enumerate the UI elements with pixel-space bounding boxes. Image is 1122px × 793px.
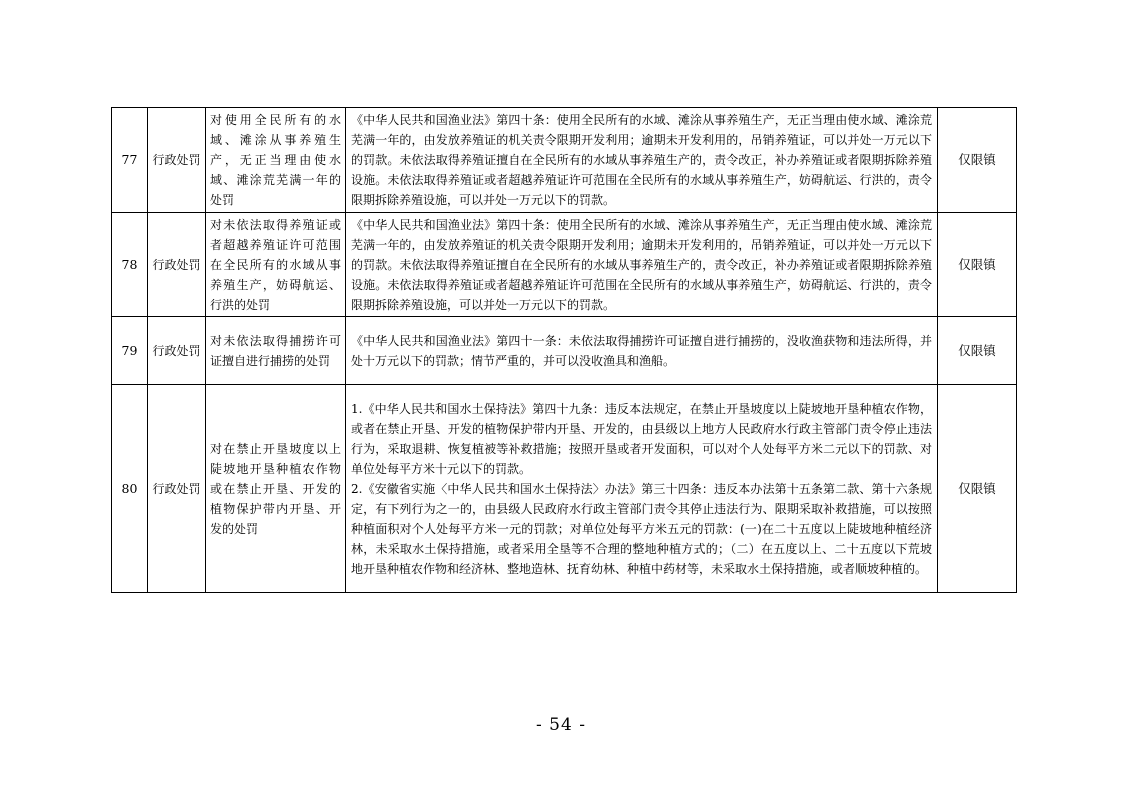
scope: 仅限镇 (938, 385, 1017, 593)
item-name: 对未依法取得养殖证或者超越养殖证许可范围在全民所有的水域从事养殖生产，妨碍航运、行洪的处罚 (206, 213, 346, 317)
power-type: 行政处罚 (148, 317, 206, 385)
table-row (112, 213, 1017, 317)
legal-basis (346, 317, 938, 385)
table-row (112, 108, 1017, 213)
legal-basis (346, 213, 938, 317)
table-row (112, 317, 1017, 385)
scope: 仅限镇 (938, 213, 1017, 317)
item-name: 对使用全民所有的水域、滩涂从事养殖生产，无正当理由使水域、滩涂荒芜满一年的处罚 (206, 108, 346, 213)
row-number: 80 (112, 385, 148, 593)
legal-basis (346, 385, 938, 593)
basis-paragraph: 《中华人民共和国渔业法》第四十条：使用全民所有的水域、滩涂从事养殖生产，无正当理由使水域、滩涂荒芜满一年的，由发放养殖证的机关责令限期开发利用；逾期未开发利用的，吊销养殖证，可以并处一万元以下的罚款。未依法取得养殖证擅自在全民所有的水域从事养殖生产的，责令改正，补办养殖证或者限期拆除养殖设施。未依法取得养殖证或者超越养殖证许可范围在全民所有的水域从事养殖生产，妨碍航运、行洪的，责令限期拆除养殖设施，可以并处一万元以下的罚款。 (351, 217, 932, 312)
basis-paragraph: 2.《安徽省实施〈中华人民共和国水土保持法〉办法》第三十四条：违反本办法第十五条第二款、第十六条规定，有下列行为之一的，由县级人民政府水行政主管部门责令其停止违法行为、限期采取补救措施，可以按照种植面积对个人处每平方米一元的罚款；对单位处每平方米五元的罚款：(一)在二十五度以上陡坡地种植经济林，未采取水土保持措施，或者采用全垦等不合理的整地种植方式的；（二）在五度以上、二十五度以下荒坡地开垦种植农作物和经济林、整地造林、抚育幼林、种植中药材等，未采取水土保持措施，或者顺坡种植的。 (351, 481, 932, 576)
power-type: 行政处罚 (148, 385, 206, 593)
basis-paragraph: 1.《中华人民共和国水土保持法》第四十九条：违反本法规定，在禁止开垦坡度以上陡坡地开垦种植农作物，或者在禁止开垦、开发的植物保护带内开垦、开发的，由县级以上地方人民政府水行政主管部门责令停止违法行为，采取退耕、恢复植被等补救措施；按照开垦或者开发面积，可以对个人处每平方米二元以下的罚款、对单位处每平方米十元以下的罚款。 (351, 401, 932, 476)
power-type: 行政处罚 (148, 213, 206, 317)
legal-basis (346, 108, 938, 213)
basis-paragraph: 《中华人民共和国渔业法》第四十条：使用全民所有的水域、滩涂从事养殖生产，无正当理由使水域、滩涂荒芜满一年的，由发放养殖证的机关责令限期开发利用；逾期未开发利用的，吊销养殖证，可以并处一万元以下的罚款。未依法取得养殖证擅自在全民所有的水域从事养殖生产的，责令改正，补办养殖证或者限期拆除养殖设施。未依法取得养殖证或者超越养殖证许可范围在全民所有的水域从事养殖生产，妨碍航运、行洪的，责令限期拆除养殖设施，可以并处一万元以下的罚款。 (351, 113, 932, 207)
item-name: 对在禁止开垦坡度以上陡坡地开垦种植农作物或在禁止开垦、开发的植物保护带内开垦、开发的处罚 (206, 385, 346, 593)
power-type: 行政处罚 (148, 108, 206, 213)
item-name: 对未依法取得捕捞许可证擅自进行捕捞的处罚 (206, 317, 346, 385)
enforcement-items-table (111, 107, 1017, 593)
page-number: - 54 - (536, 715, 586, 735)
scope: 仅限镇 (938, 317, 1017, 385)
row-number: 78 (112, 213, 148, 317)
table-row (112, 385, 1017, 593)
row-number: 79 (112, 317, 148, 385)
scope: 仅限镇 (938, 108, 1017, 213)
basis-paragraph: 《中华人民共和国渔业法》第四十一条：未依法取得捕捞许可证擅自进行捕捞的，没收渔获物和违法所得，并处十万元以下的罚款；情节严重的，并可以没收渔具和渔船。 (351, 333, 932, 368)
row-number: 77 (112, 108, 148, 213)
